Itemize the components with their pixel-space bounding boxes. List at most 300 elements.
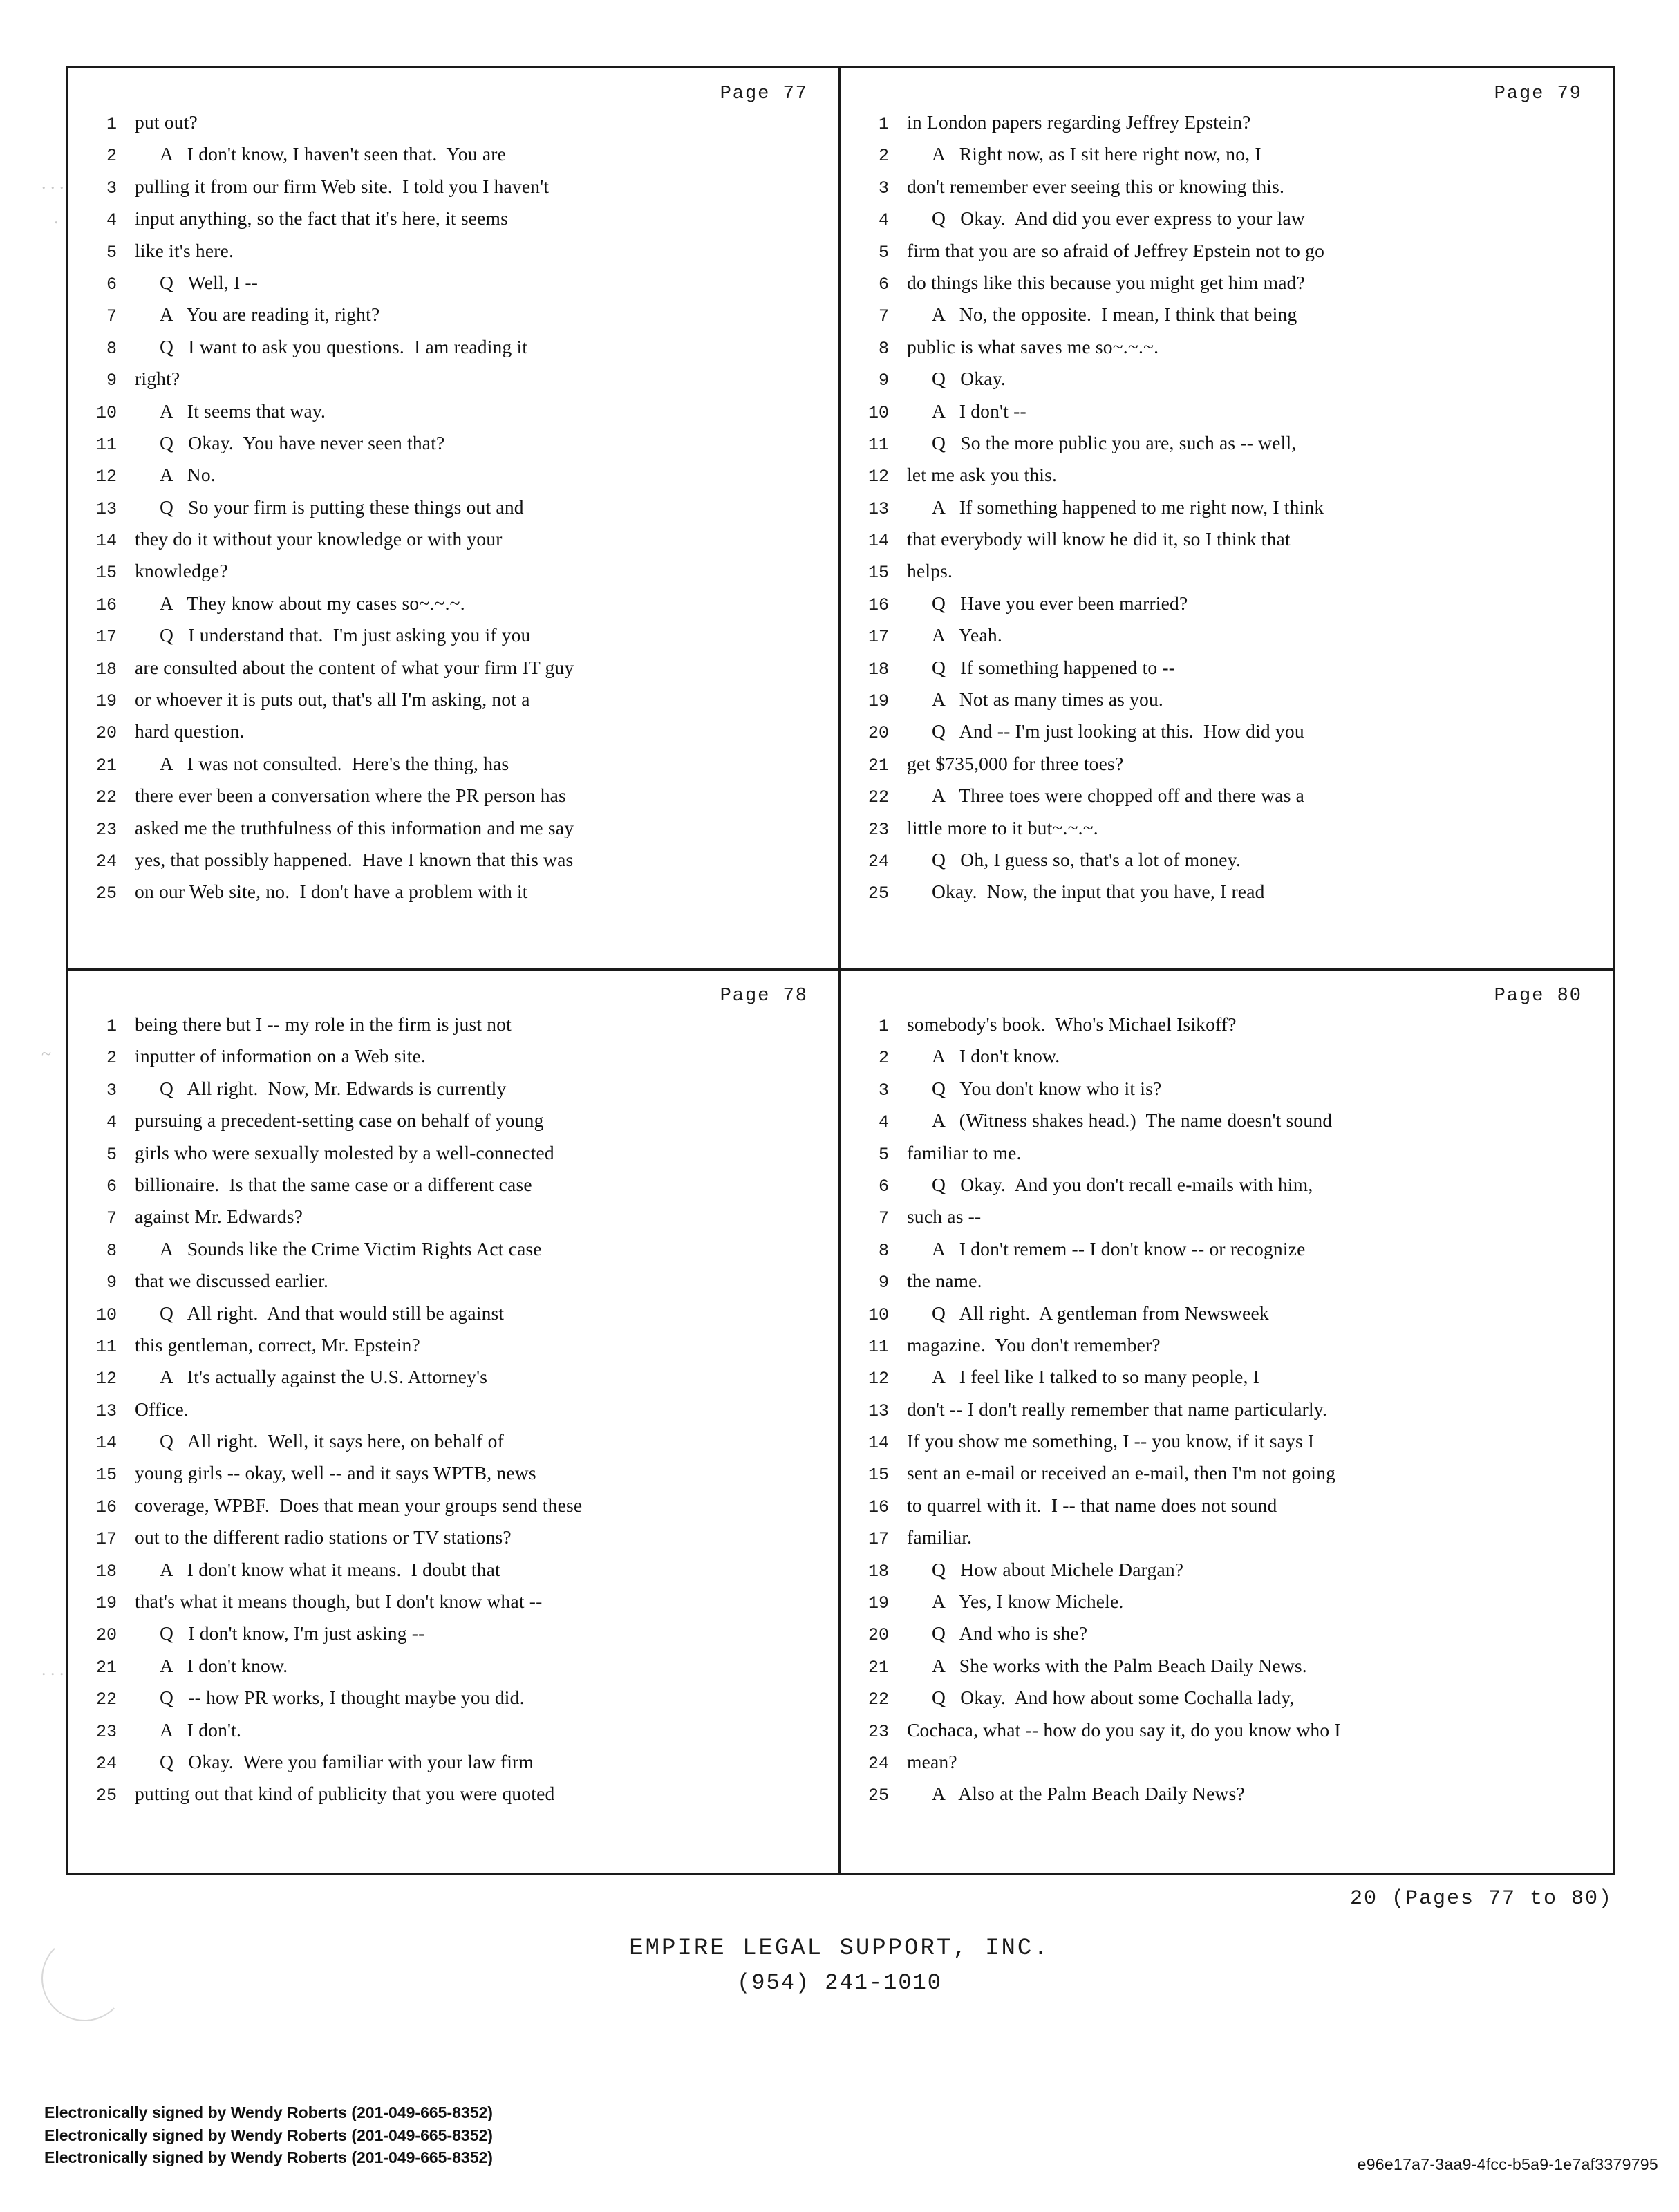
line-number: 6 (106, 274, 117, 294)
transcript-line (841, 1655, 1613, 1687)
line-text: Q Okay. Were you familiar with your law firm (160, 1750, 534, 1772)
line-number: 1 (878, 1016, 889, 1036)
line-text: If you show me something, I -- you know, if it says I (907, 1430, 1315, 1452)
transcript-line (841, 881, 1613, 912)
transcript-line (68, 111, 838, 143)
line-text: pursuing a precedent-setting case on behalf of young (135, 1109, 544, 1132)
line-number: 9 (106, 371, 117, 391)
transcript-line (841, 1109, 1613, 1141)
line-number: 25 (867, 883, 889, 904)
line-text: girls who were sexually molested by a well-connected (135, 1141, 554, 1163)
transcript-line (841, 1591, 1613, 1622)
transcript-line (68, 688, 838, 720)
line-text: Q I understand that. I'm just asking you if you (160, 624, 531, 646)
line-number: 22 (867, 1689, 889, 1710)
line-text: put out? (135, 111, 198, 133)
line-number: 9 (878, 371, 889, 391)
line-text: A You are reading it, right? (160, 303, 380, 326)
line-number: 9 (878, 1273, 889, 1293)
line-number: 1 (106, 114, 117, 134)
line-number: 3 (878, 178, 889, 198)
line-text: A I don't know. (160, 1654, 288, 1676)
line-text: A I was not consulted. Here's the thing, has (160, 752, 509, 774)
line-text: or whoever it is puts out, that's all I'm asking, not a (135, 688, 530, 711)
line-text: they do it without your knowledge or with your (135, 528, 503, 550)
line-number: 16 (867, 1497, 889, 1517)
reporter-block (0, 1936, 1679, 1996)
line-number: 4 (878, 210, 889, 231)
page-78-lines (68, 1006, 838, 1815)
transcript-frame (66, 66, 1615, 1875)
line-number: 10 (867, 1304, 889, 1325)
line-number: 2 (878, 1048, 889, 1069)
transcript-line (841, 240, 1613, 272)
transcript-line (68, 560, 838, 592)
transcript-line (841, 849, 1613, 881)
line-number: 15 (867, 1465, 889, 1485)
line-number: 17 (95, 1529, 117, 1550)
line-number: 11 (867, 434, 889, 455)
transcript-line (68, 624, 838, 656)
transcript-line (841, 1462, 1613, 1494)
transcript-line (841, 336, 1613, 368)
reporter-name: EMPIRE LEGAL SUPPORT, INC. (629, 1936, 1050, 1962)
line-number: 14 (95, 1433, 117, 1454)
line-text: that everybody will know he did it, so I think that (907, 528, 1291, 550)
line-text: do things like this because you might get him mad? (907, 271, 1305, 293)
transcript-line (841, 111, 1613, 143)
transcript-line (68, 1719, 838, 1751)
line-number: 9 (106, 1273, 117, 1293)
document-hash: e96e17a7-3aa9-4fcc-b5a9-1e7af3379795 (1357, 2155, 1658, 2173)
line-text: against Mr. Edwards? (135, 1206, 303, 1228)
transcript-line (68, 1238, 838, 1270)
page-label-80: Page 80 (1494, 986, 1582, 1006)
transcript-line (68, 207, 838, 239)
line-number: 25 (95, 883, 117, 904)
line-text: young girls -- okay, well -- and it says WPTB, news (135, 1462, 536, 1484)
transcript-line (841, 624, 1613, 656)
line-text: helps. (907, 560, 953, 582)
transcript-line (68, 1526, 838, 1558)
line-text: public is what saves me so~.~.~. (907, 335, 1159, 357)
line-number: 21 (95, 1657, 117, 1678)
line-text: putting out that kind of publicity that you were quoted (135, 1783, 555, 1805)
line-number: 2 (878, 146, 889, 167)
reporter-phone: (954) 241-1010 (737, 1970, 942, 1996)
transcript-line (68, 720, 838, 752)
line-number: 12 (867, 1369, 889, 1389)
page-label-79: Page 79 (1494, 84, 1582, 104)
line-number: 11 (867, 1336, 889, 1357)
transcript-line (68, 881, 838, 912)
line-text: Q All right. Now, Mr. Edwards is currently (160, 1077, 507, 1099)
line-number: 18 (867, 659, 889, 679)
transcript-line (841, 1687, 1613, 1718)
transcript-page-80 (841, 971, 1613, 1873)
line-number: 6 (878, 1176, 889, 1197)
transcript-line (68, 1078, 838, 1109)
signature-line-1: Electronically signed by Wendy Roberts (201-049-665-8352) (44, 2103, 493, 2121)
line-text: Q Oh, I guess so, that's a lot of money. (932, 848, 1241, 870)
transcript-line (841, 303, 1613, 335)
line-text: right? (135, 368, 180, 390)
transcript-line (841, 1526, 1613, 1558)
line-text: like it's here. (135, 239, 234, 261)
transcript-line (841, 560, 1613, 592)
transcript-line (68, 1559, 838, 1591)
line-text: this gentleman, correct, Mr. Epstein? (135, 1333, 420, 1356)
transcript-line (841, 817, 1613, 849)
line-number: 13 (95, 498, 117, 519)
transcript-line (841, 496, 1613, 528)
transcript-line (68, 1366, 838, 1398)
transcript-line (841, 368, 1613, 400)
page-79-lines (841, 104, 1613, 913)
line-number: 11 (95, 1336, 117, 1357)
transcript-line (68, 496, 838, 528)
transcript-line (841, 1238, 1613, 1270)
line-text: A Three toes were chopped off and there was a (932, 785, 1305, 807)
page-label-78: Page 78 (720, 986, 808, 1006)
line-text: being there but I -- my role in the firm is just not (135, 1013, 512, 1035)
line-text: A Right now, as I sit here right now, no, I (932, 143, 1261, 165)
line-number: 24 (95, 1753, 117, 1774)
line-number: 23 (95, 1721, 117, 1742)
line-text: A They know about my cases so~.~.~. (160, 592, 465, 614)
line-text: Q How about Michele Dargan? (932, 1558, 1184, 1580)
line-number: 17 (867, 627, 889, 648)
line-number: 5 (878, 1144, 889, 1165)
transcript-line (841, 1719, 1613, 1751)
line-text: the name. (907, 1270, 982, 1292)
line-text: Q All right. And that would still be against (160, 1302, 505, 1324)
line-text: mean? (907, 1750, 957, 1772)
transcript-line (68, 336, 838, 368)
line-number: 21 (95, 755, 117, 776)
line-text: in London papers regarding Jeffrey Epstein? (907, 111, 1251, 133)
transcript-line (68, 1751, 838, 1783)
line-text: firm that you are so afraid of Jeffrey Epstein not to go (907, 239, 1325, 261)
line-text: little more to it but~.~.~. (907, 816, 1098, 838)
line-number: 3 (106, 178, 117, 198)
line-number: 7 (106, 1208, 117, 1229)
line-number: 7 (878, 306, 889, 327)
line-text: input anything, so the fact that it's here, it seems (135, 207, 509, 229)
transcript-line (68, 1494, 838, 1526)
transcript-line (841, 1302, 1613, 1334)
transcript-line (841, 1174, 1613, 1206)
line-number: 6 (106, 1176, 117, 1197)
transcript-line (841, 688, 1613, 720)
transcript-line (68, 1045, 838, 1077)
line-number: 25 (867, 1785, 889, 1806)
line-text: that's what it means though, but I don't know what -- (135, 1591, 543, 1613)
line-text: Q Okay. And how about some Cochalla lady, (932, 1687, 1295, 1709)
line-text: A Also at the Palm Beach Daily News? (932, 1783, 1245, 1805)
line-text: let me ask you this. (907, 464, 1058, 486)
transcript-line (841, 1430, 1613, 1462)
line-text: Q You don't know who it is? (932, 1077, 1162, 1099)
line-number: 3 (106, 1080, 117, 1100)
transcript-line (68, 849, 838, 881)
line-text: A I don't -- (932, 400, 1026, 422)
transcript-line (841, 720, 1613, 752)
line-text: A No, the opposite. I mean, I think that being (932, 303, 1297, 326)
transcript-line (68, 1655, 838, 1687)
signature-block (44, 2101, 493, 2169)
transcript-line (841, 464, 1613, 496)
transcript-line (68, 1013, 838, 1045)
line-text: A I don't know what it means. I doubt that (160, 1558, 500, 1580)
line-text: Q Okay. And did you ever express to your law (932, 207, 1305, 229)
line-text: Q So the more public you are, such as -- well, (932, 431, 1297, 453)
line-number: 24 (867, 851, 889, 872)
line-text: Q -- how PR works, I thought maybe you did. (160, 1687, 525, 1709)
line-text: A I don't remem -- I don't know -- or recognize (932, 1237, 1306, 1259)
transcript-line (841, 176, 1613, 207)
signature-line-2: Electronically signed by Wendy Roberts (201-049-665-8352) (44, 2126, 493, 2144)
transcript-line (841, 753, 1613, 785)
line-text: A If something happened to me right now, I think (932, 496, 1324, 518)
line-number: 8 (878, 338, 889, 359)
line-number: 24 (95, 851, 117, 872)
line-number: 1 (878, 114, 889, 134)
line-text: A I feel like I talked to so many people, I (932, 1366, 1260, 1388)
transcript-line (68, 785, 838, 816)
page-80-lines (841, 1006, 1613, 1815)
line-text: Q Okay. You have never seen that? (160, 431, 445, 453)
transcript-line (68, 400, 838, 432)
line-text: Q All right. Well, it says here, on behalf of (160, 1430, 504, 1452)
transcript-line (841, 1783, 1613, 1815)
line-number: 12 (95, 1369, 117, 1389)
line-number: 14 (95, 531, 117, 552)
transcript-line (841, 143, 1613, 175)
transcript-line (68, 592, 838, 624)
line-number: 20 (95, 1625, 117, 1646)
scan-artifact-mark-2: . (54, 207, 59, 227)
transcript-line (68, 143, 838, 175)
line-text: A Yeah. (932, 624, 1002, 646)
line-number: 12 (867, 467, 889, 487)
line-number: 7 (106, 306, 117, 327)
transcript-line (68, 1622, 838, 1654)
line-number: 11 (95, 434, 117, 455)
line-number: 15 (95, 563, 117, 583)
page-77-lines (68, 104, 838, 913)
line-number: 10 (95, 402, 117, 423)
transcript-line (68, 1302, 838, 1334)
line-text: sent an e-mail or received an e-mail, then I'm not going (907, 1462, 1336, 1484)
line-text: don't -- I don't really remember that name particularly. (907, 1398, 1328, 1420)
line-number: 1 (106, 1016, 117, 1036)
line-number: 6 (878, 274, 889, 294)
line-number: 23 (867, 1721, 889, 1742)
line-text: A It seems that way. (160, 400, 326, 422)
transcript-line (841, 592, 1613, 624)
line-number: 18 (95, 1561, 117, 1582)
page-label-77: Page 77 (720, 84, 808, 104)
line-number: 10 (95, 1304, 117, 1325)
transcript-line (68, 657, 838, 688)
line-text: are consulted about the content of what your firm IT guy (135, 656, 574, 678)
transcript-line (68, 817, 838, 849)
line-text: Okay. Now, the input that you have, I read (932, 881, 1265, 903)
transcript-line (68, 1270, 838, 1302)
line-text: hard question. (135, 720, 245, 742)
transcript-line (841, 657, 1613, 688)
scan-artifact-mark-4: . . . (41, 1659, 64, 1679)
transcript-line (841, 432, 1613, 464)
line-text: that we discussed earlier. (135, 1270, 329, 1292)
line-text: A Yes, I know Michele. (932, 1591, 1124, 1613)
line-text: such as -- (907, 1206, 982, 1228)
line-number: 16 (867, 594, 889, 615)
line-number: 4 (106, 210, 117, 231)
line-text: A I don't. (160, 1718, 242, 1741)
line-text: don't remember ever seeing this or knowing this. (907, 175, 1285, 197)
line-number: 8 (106, 1240, 117, 1261)
line-number: 13 (95, 1400, 117, 1421)
line-text: Q Okay. And you don't recall e-mails with him, (932, 1173, 1313, 1195)
line-text: Q And who is she? (932, 1622, 1088, 1644)
line-text: asked me the truthfulness of this information and me say (135, 816, 574, 838)
line-text: Q Have you ever been married? (932, 592, 1188, 614)
transcript-line (841, 400, 1613, 432)
line-number: 12 (95, 467, 117, 487)
transcript-line (841, 1334, 1613, 1366)
transcript-line (841, 1270, 1613, 1302)
line-number: 5 (106, 1144, 117, 1165)
line-text: Q And -- I'm just looking at this. How did you (932, 720, 1304, 742)
line-text: to quarrel with it. I -- that name does not sound (907, 1494, 1277, 1516)
transcript-line (68, 1687, 838, 1718)
line-text: A No. (160, 464, 216, 486)
transcript-page-77 (68, 68, 841, 971)
transcript-line (841, 1206, 1613, 1237)
transcript-line (68, 176, 838, 207)
line-text: Cochaca, what -- how do you say it, do you know who I (907, 1718, 1341, 1741)
line-number: 19 (867, 691, 889, 712)
line-number: 16 (95, 594, 117, 615)
transcript-line (841, 1013, 1613, 1045)
transcript-line (68, 368, 838, 400)
transcript-line (68, 1109, 838, 1141)
line-text: Q Okay. (932, 368, 1006, 390)
line-number: 15 (867, 563, 889, 583)
line-number: 19 (95, 691, 117, 712)
transcript-line (841, 1494, 1613, 1526)
line-text: familiar. (907, 1526, 973, 1548)
transcript-line (68, 1430, 838, 1462)
line-number: 16 (95, 1497, 117, 1517)
transcript-line (68, 753, 838, 785)
transcript-line (841, 1078, 1613, 1109)
transcript-line (841, 1751, 1613, 1783)
line-number: 15 (95, 1465, 117, 1485)
line-number: 5 (878, 242, 889, 263)
transcript-line (68, 303, 838, 335)
line-number: 23 (867, 819, 889, 840)
line-number: 20 (867, 723, 889, 744)
transcript-line (68, 240, 838, 272)
line-text: out to the different radio stations or TV stations? (135, 1526, 512, 1548)
transcript-line (841, 1366, 1613, 1398)
line-number: 2 (106, 1048, 117, 1069)
transcript-page-78 (68, 971, 841, 1873)
line-number: 25 (95, 1785, 117, 1806)
transcript-line (68, 432, 838, 464)
line-text: A Not as many times as you. (932, 688, 1164, 711)
transcript-line (841, 1398, 1613, 1430)
line-number: 21 (867, 1657, 889, 1678)
line-text: yes, that possibly happened. Have I known that this was (135, 848, 574, 870)
transcript-line (68, 1334, 838, 1366)
line-text: get $735,000 for three toes? (907, 752, 1124, 774)
transcript-line (841, 207, 1613, 239)
line-number: 18 (95, 659, 117, 679)
transcript-line (841, 528, 1613, 560)
transcript-line (68, 1142, 838, 1174)
transcript-line (841, 1045, 1613, 1077)
transcript-page-79 (841, 68, 1613, 971)
line-number: 14 (867, 1433, 889, 1454)
line-text: Q I want to ask you questions. I am reading it (160, 335, 528, 357)
line-number: 4 (106, 1112, 117, 1133)
transcript-line (68, 1174, 838, 1206)
line-text: billionaire. Is that the same case or a different case (135, 1173, 532, 1195)
line-number: 2 (106, 146, 117, 167)
transcript-line (841, 1622, 1613, 1654)
line-number: 22 (95, 1689, 117, 1710)
scan-artifact-mark-3: ~ (41, 1044, 52, 1064)
line-number: 13 (867, 1400, 889, 1421)
line-text: magazine. You don't remember? (907, 1333, 1161, 1356)
line-number: 17 (867, 1529, 889, 1550)
line-text: there ever been a conversation where the PR person has (135, 785, 566, 807)
scan-artifact-mark-1: . . . (41, 173, 64, 193)
line-number: 8 (878, 1240, 889, 1261)
line-number: 13 (867, 498, 889, 519)
line-number: 24 (867, 1753, 889, 1774)
transcript-line (841, 1142, 1613, 1174)
line-text: Q I don't know, I'm just asking -- (160, 1622, 425, 1644)
line-number: 20 (95, 723, 117, 744)
line-number: 4 (878, 1112, 889, 1133)
line-text: A (Witness shakes head.) The name doesn't sound (932, 1109, 1333, 1132)
line-number: 18 (867, 1561, 889, 1582)
transcript-line (68, 272, 838, 303)
line-text: A I don't know, I haven't seen that. You are (160, 143, 506, 165)
line-text: familiar to me. (907, 1141, 1022, 1163)
line-number: 7 (878, 1208, 889, 1229)
transcript-line (841, 785, 1613, 816)
line-text: Q Well, I -- (160, 271, 259, 293)
line-text: Office. (135, 1398, 189, 1420)
line-number: 14 (867, 531, 889, 552)
scan-artifact-arc (41, 1936, 127, 2021)
line-text: coverage, WPBF. Does that mean your groups send these (135, 1494, 583, 1516)
transcript-line (68, 528, 838, 560)
pages-range-footer: 20 (Pages 77 to 80) (1349, 1887, 1613, 1911)
line-number: 22 (867, 787, 889, 808)
transcript-line (68, 1591, 838, 1622)
transcript-line (68, 464, 838, 496)
line-text: A It's actually against the U.S. Attorney's (160, 1366, 488, 1388)
line-number: 19 (867, 1593, 889, 1614)
line-text: A Sounds like the Crime Victim Rights Act case (160, 1237, 542, 1259)
